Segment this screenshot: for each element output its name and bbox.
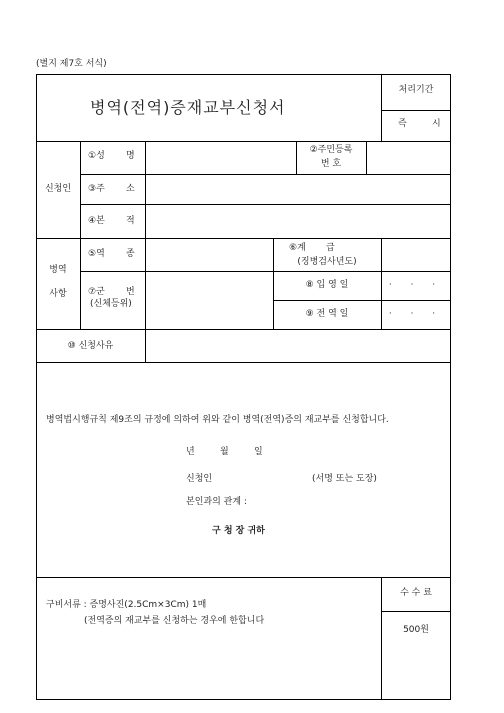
- applicant-sign-label: 신청인: [186, 474, 213, 484]
- resident-number-label: ②주민등록: [309, 145, 353, 155]
- processing-value-2: 시: [432, 119, 441, 129]
- discharge-date-value[interactable]: · · ·: [388, 309, 444, 319]
- name-field[interactable]: [146, 142, 295, 174]
- service-type-label: ⑤역: [88, 249, 105, 259]
- military-number-label: ⑦군: [88, 287, 105, 297]
- domicile-label-suffix: 적: [126, 216, 135, 226]
- domicile-label: ④본: [88, 216, 105, 226]
- divider-fee: [381, 611, 451, 612]
- enlist-date-label: ⑧ 입 영 일: [305, 280, 349, 290]
- rank-label-suffix: 급: [326, 243, 335, 253]
- date-year: 년: [186, 447, 195, 457]
- address-field[interactable]: [146, 175, 450, 204]
- rank-sublabel: (징병검사년도): [297, 257, 357, 267]
- military-group-label: 병역: [49, 265, 67, 275]
- address-label: ③주: [88, 184, 105, 194]
- date-month: 월: [220, 447, 229, 457]
- rank-label: ⑥계: [289, 243, 306, 253]
- fee-value: 500원: [403, 625, 429, 635]
- sign-or-seal-label: (서명 또는 도장): [312, 474, 377, 484]
- reason-label: ⑩ 신청사유: [67, 341, 114, 351]
- military-number-label-suffix: 번: [126, 287, 135, 297]
- service-type-field[interactable]: [146, 239, 272, 271]
- relation-label: 본인과의 관계 :: [186, 497, 247, 507]
- form-title: 병역(전역)증재교부신청서: [90, 98, 286, 117]
- divider-body: [36, 577, 451, 578]
- applicant-group-label: 신청인: [44, 184, 72, 194]
- address-label-suffix: 소: [126, 184, 135, 194]
- discharge-date-label: ⑨ 전 역 일: [305, 309, 349, 319]
- recipient-text: 구 청 장 귀하: [212, 526, 265, 536]
- resident-number-field[interactable]: [367, 142, 450, 174]
- divider-reason: [36, 362, 451, 363]
- domicile-field[interactable]: [146, 205, 450, 238]
- reason-field[interactable]: [146, 330, 450, 362]
- name-label-suffix: 명: [126, 151, 135, 161]
- processing-label: 처리기간: [398, 85, 434, 95]
- fee-label: 수 수 료: [400, 588, 432, 598]
- divider-processing: [381, 110, 451, 111]
- service-type-label-suffix: 종: [126, 249, 135, 259]
- statement-text: 병역법시행규칙 제9조의 규정에 의하여 위와 같이 병역(전역)증의 재교부를 신청합니다.: [46, 415, 389, 425]
- divider-enlist: [273, 300, 451, 301]
- required-documents-label: 구비서류 : 증명사진(2.5Cm×3Cm) 1매: [46, 600, 207, 610]
- name-label: ①성: [88, 151, 105, 161]
- form-label: (별지 제7호 서식): [36, 59, 107, 69]
- rank-field[interactable]: [382, 239, 450, 271]
- date-day: 일: [254, 447, 263, 457]
- vline-group: [80, 141, 81, 329]
- military-number-sublabel: (신체등위): [90, 299, 132, 309]
- vline-processing: [381, 74, 382, 141]
- enlist-date-value[interactable]: · · ·: [388, 280, 444, 290]
- military-group-label-2: 사항: [49, 289, 67, 299]
- military-number-field[interactable]: [146, 272, 272, 329]
- required-documents-note: (전역증의 재교부를 신청하는 경우에 한합니다: [84, 616, 265, 626]
- processing-value-1: 즉: [398, 119, 407, 129]
- resident-number-label-2: 번 호: [320, 159, 342, 169]
